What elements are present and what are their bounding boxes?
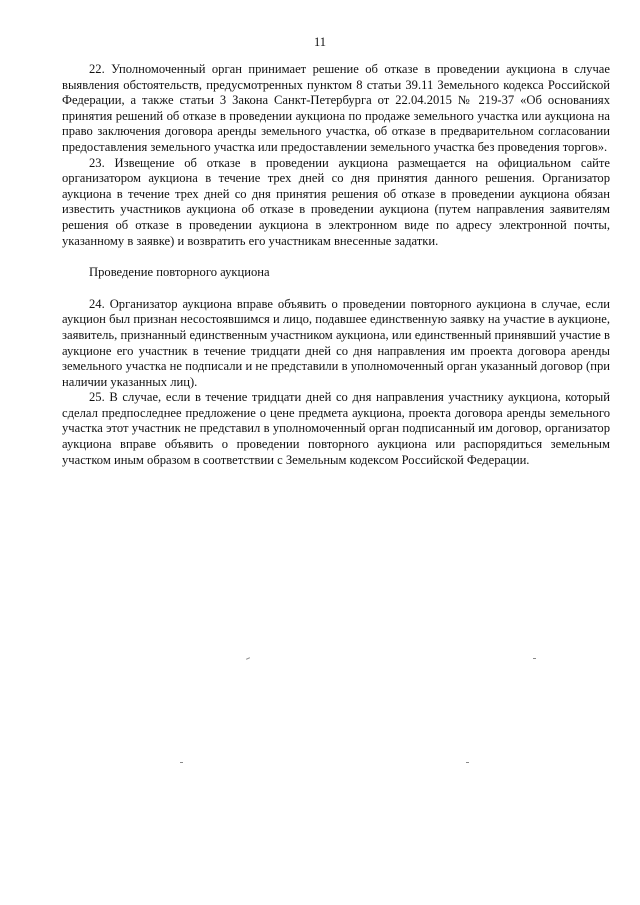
page-number: 11 (313, 35, 327, 49)
section-heading: Проведение повторного аукциона (89, 265, 270, 280)
scan-speck (180, 762, 183, 763)
paragraph-22: 22. Уполномоченный орган принимает решение об отказе в проведении аукциона в случае выявления обстоятельств, предусмотренных пунктом 8 статьи 39.11 Земельного кодекса Российской Федерации, а также статьи 3 Закона Санкт-Петербурга от 22.04.2015 № 219-37 «Об основаниях принятия решений об отказе в проведении аукциона по продаже земельного участка или аукциона на право заключения договора аренды земельного участка, об отказе в предварительном согласовании предоставления земельного участка или предоставлении земельного участка без проведения торгов». (62, 62, 610, 154)
paragraph-23: 23. Извещение об отказе в проведении аукциона размещается на официальном сайте организатором аукциона в течение трех дней со дня принятия данного решения. Организатор аукциона в течение трех дней со дня принятия решения об отказе в проведении аукциона обязан известить участников аукциона об отказе в проведении аукциона (путем направления заявителям решения об отказе в проведении аукциона в электронном виде по адресу электронной почты, указанному в заявке) и возвратить его участникам внесенные задатки. (62, 155, 610, 248)
paragraph-24: 24. Организатор аукциона вправе объявить о проведении повторного аукциона в случае, если аукцион был признан несостоявшимся и лицо, подавшее единственную заявку на участие в аукционе, заявитель, признанный единственным участником аукциона, или единственный принявший участие в аукционе его участник в течение тридцати дней со дня направления им проекта договора аренды земельного участка не подписали и не представили в уполномоченный орган указанный договор (при наличии указанных лиц). (62, 296, 610, 389)
document-body (62, 62, 610, 468)
scan-speck (466, 762, 469, 763)
paragraph-25: 25. В случае, если в течение тридцати дней со дня направления участнику аукциона, который сделал предпоследнее предложение о цене предмета аукциона, проекта договора аренды земельного участка этот участник не представил в уполномоченный орган подписанный им договор, организатор аукциона вправе объявить о проведении повторного аукциона или распорядиться земельным участком иным образом в соответствии с Земельным кодексом Российской Федерации. (62, 390, 610, 467)
scan-speck (533, 658, 536, 659)
scan-speck (246, 657, 250, 660)
